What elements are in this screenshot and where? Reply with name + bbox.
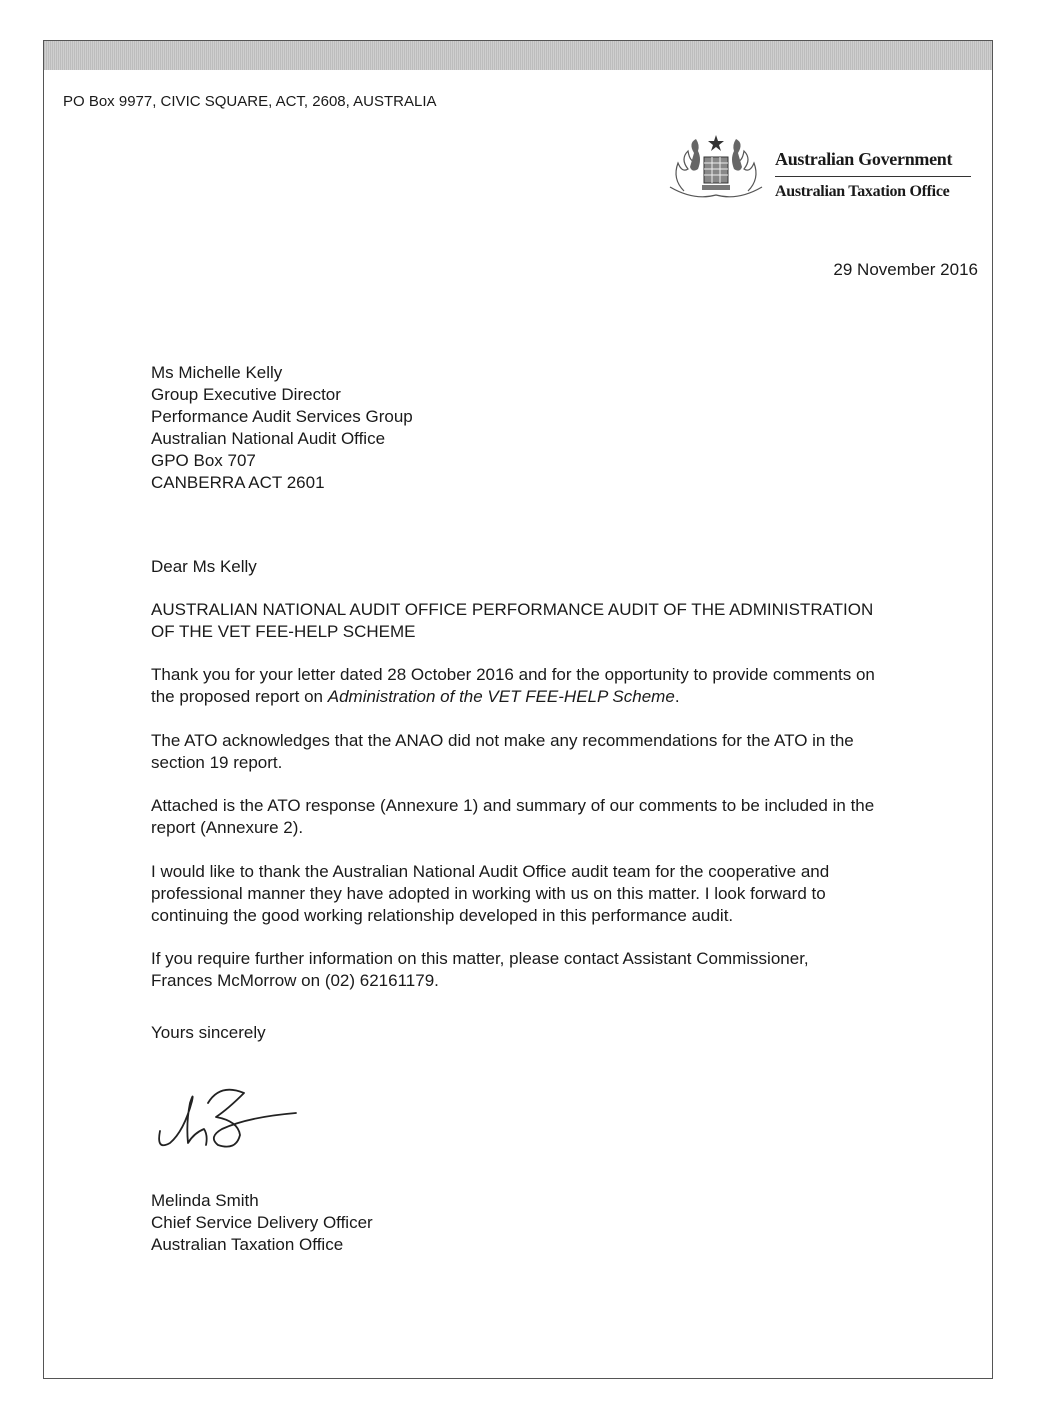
paragraph-line: Thank you for your letter dated 28 October 2016 and for the opportunity to provide comments on — [151, 665, 875, 684]
salutation: Dear Ms Kelly — [151, 557, 257, 576]
paragraph-text: . — [674, 687, 680, 706]
signature-icon — [148, 1073, 308, 1163]
subject-line: OF THE VET FEE-HELP SCHEME — [151, 622, 416, 641]
subject-line: AUSTRALIAN NATIONAL AUDIT OFFICE PERFORMANCE AUDIT OF THE ADMINISTRATION — [151, 600, 874, 619]
recipient-line: Performance Audit Services Group — [151, 407, 413, 426]
paragraph-line: Attached is the ATO response (Annexure 1) and summary of our comments to be included in the — [151, 796, 875, 815]
paragraph-line: report (Annexure 2). — [151, 818, 304, 837]
paragraph-appreciation — [151, 861, 971, 927]
paragraph-line: I would like to thank the Australian National Audit Office audit team for the cooperative and — [151, 862, 830, 881]
signer-block — [151, 1190, 971, 1256]
recipient-line: GPO Box 707 — [151, 451, 256, 470]
paragraph-line: professional manner they have adopted in working with us on this matter. I look forward to — [151, 884, 826, 903]
subject-heading — [151, 599, 971, 643]
recipient-line: Ms Michelle Kelly — [151, 363, 283, 382]
report-title: Administration of the VET FEE-HELP Scheme — [327, 687, 675, 706]
return-address: PO Box 9977, CIVIC SQUARE, ACT, 2608, AUSTRALIA — [63, 93, 437, 110]
paragraph-line: If you require further information on this matter, please contact Assistant Commissioner, — [151, 949, 809, 968]
recipient-address — [151, 362, 971, 494]
recipient-line: CANBERRA ACT 2601 — [151, 473, 325, 492]
paragraph-line: The ATO acknowledges that the ANAO did not make any recommendations for the ATO in the — [151, 731, 854, 750]
signer-title: Chief Service Delivery Officer — [151, 1213, 373, 1232]
paragraph-line: continuing the good working relationship developed in this performance audit. — [151, 906, 734, 925]
recipient-line: Group Executive Director — [151, 385, 341, 404]
signer-organisation: Australian Taxation Office — [151, 1235, 344, 1254]
logo-divider — [775, 176, 971, 177]
recipient-line: Australian National Audit Office — [151, 429, 386, 448]
logo-agency-title: Australian Taxation Office — [775, 183, 950, 200]
paragraph-thanks — [151, 664, 971, 708]
coat-of-arms-icon — [664, 129, 768, 209]
letter-page — [43, 40, 993, 1379]
closing: Yours sincerely — [151, 1023, 266, 1042]
paragraph-acknowledgement — [151, 730, 971, 774]
paragraph-text: the proposed report on — [151, 687, 328, 706]
paragraph-attachments — [151, 795, 971, 839]
letter-date: 29 November 2016 — [833, 260, 978, 279]
signer-name: Melinda Smith — [151, 1191, 259, 1210]
paragraph-contact — [151, 948, 971, 992]
paragraph-line: section 19 report. — [151, 753, 283, 772]
header-bar — [44, 41, 992, 70]
logo-government-title: Australian Government — [775, 149, 953, 169]
paragraph-line: Frances McMorrow on (02) 62161179. — [151, 971, 439, 990]
paragraph-line — [151, 686, 971, 708]
